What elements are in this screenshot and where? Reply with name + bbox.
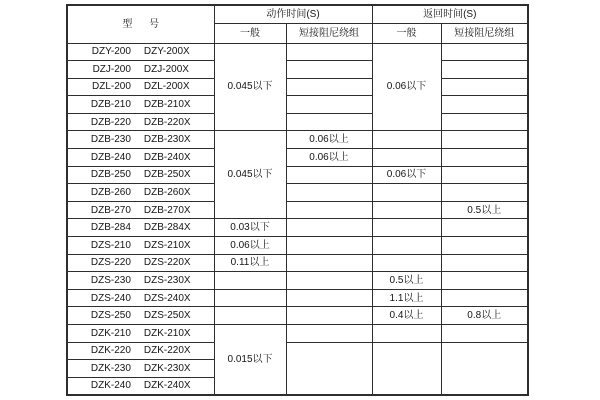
model-label: DZS-240 — [90, 292, 131, 304]
ret-damping-empty-cell — [441, 342, 528, 395]
model-label-x: DZK-230X — [143, 362, 191, 374]
model-label: DZB-260 — [90, 187, 131, 199]
model-cell — [67, 377, 214, 395]
ret-general-empty-cell — [372, 237, 441, 255]
table-row — [67, 325, 528, 343]
act-general-cell: 0.015以下 — [214, 325, 286, 395]
table-row — [67, 289, 528, 307]
ret-general-empty-cell — [372, 149, 441, 167]
ret-damping-empty-cell — [441, 325, 528, 343]
ret-general-empty-cell — [372, 219, 441, 237]
ret-damping-cell: 0.8以上 — [441, 307, 528, 325]
return-general-header: 一般 — [372, 23, 441, 43]
ret-general-cell: 0.5以上 — [372, 272, 441, 290]
ret-damping-empty-cell — [441, 184, 528, 202]
model-label-x: DZB-270X — [143, 204, 191, 216]
ret-damping-empty-cell — [441, 237, 528, 255]
act-damping-cell: 0.06以上 — [286, 131, 372, 149]
act-general-empty-cell — [214, 289, 286, 307]
model-column-header: 型 号 — [67, 5, 214, 43]
model-label-x: DZK-220X — [143, 345, 191, 357]
table-row — [67, 149, 528, 167]
action-general-header: 一般 — [214, 23, 286, 43]
ret-damping-empty-cell — [441, 254, 528, 272]
model-label: DZS-210 — [90, 239, 131, 251]
model-label: DZB-230 — [90, 134, 131, 146]
act-damping-empty-cell — [286, 307, 372, 325]
model-cell — [67, 61, 214, 79]
ret-general-empty-cell — [372, 325, 441, 343]
ret-general-cell: 0.06以下 — [372, 43, 441, 131]
model-cell — [67, 166, 214, 184]
ret-damping-empty-cell — [441, 149, 528, 167]
table-row — [67, 166, 528, 184]
ret-general-cell: 0.4以上 — [372, 307, 441, 325]
model-label: DZS-220 — [90, 257, 131, 269]
model-label: DZB-220 — [90, 116, 131, 128]
model-cell — [67, 201, 214, 219]
model-cell — [67, 131, 214, 149]
model-label-x: DZS-210X — [143, 239, 191, 251]
model-cell — [67, 96, 214, 114]
model-label: DZY-200 — [91, 46, 131, 58]
table-row — [67, 131, 528, 149]
model-cell — [67, 289, 214, 307]
ret-damping-empty-cell — [441, 166, 528, 184]
act-damping-empty-cell — [286, 325, 372, 343]
model-label: DZL-200 — [92, 81, 131, 93]
ret-damping-empty-cell — [441, 219, 528, 237]
act-damping-empty-cell — [286, 237, 372, 255]
model-label-x: DZS-220X — [143, 257, 191, 269]
table-row — [67, 272, 528, 290]
return-time-group-header: 返回时间(S) — [372, 5, 528, 23]
model-label: DZB-240 — [90, 151, 131, 163]
model-cell — [67, 113, 214, 131]
model-cell — [67, 360, 214, 378]
model-cell — [67, 272, 214, 290]
ret-damping-empty-cell — [441, 289, 528, 307]
table-row — [67, 201, 528, 219]
relay-spec-table — [66, 4, 529, 396]
ret-general-empty-cell — [372, 201, 441, 219]
model-label: DZJ-200 — [92, 63, 131, 75]
table-row — [67, 254, 528, 272]
model-label-x: DZK-240X — [143, 380, 191, 392]
model-label: DZK-230 — [90, 362, 131, 374]
model-label: DZB-270 — [90, 204, 131, 216]
model-cell — [67, 342, 214, 360]
model-label: DZK-210 — [90, 327, 131, 339]
act-damping-empty-cell — [286, 61, 372, 79]
table-row — [67, 61, 528, 79]
table-row — [67, 43, 528, 61]
table-row — [67, 78, 528, 96]
act-general-cell: 0.06以上 — [214, 237, 286, 255]
ret-general-cell: 0.06以下 — [372, 166, 441, 184]
model-label: DZS-250 — [90, 310, 131, 322]
model-cell — [67, 43, 214, 61]
act-general-cell: 0.11以上 — [214, 254, 286, 272]
model-cell — [67, 184, 214, 202]
ret-damping-empty-cell — [441, 61, 528, 79]
act-damping-empty-cell — [286, 184, 372, 202]
model-label-x: DZB-220X — [143, 116, 191, 128]
table-row — [67, 113, 528, 131]
model-label-x: DZB-260X — [143, 187, 191, 199]
model-label: DZK-220 — [90, 345, 131, 357]
ret-damping-empty-cell — [441, 96, 528, 114]
model-cell — [67, 149, 214, 167]
act-damping-empty-cell — [286, 254, 372, 272]
ret-damping-empty-cell — [441, 78, 528, 96]
act-damping-empty-cell — [286, 113, 372, 131]
table-row — [67, 184, 528, 202]
model-label-x: DZB-240X — [143, 151, 191, 163]
ret-damping-empty-cell — [441, 272, 528, 290]
act-damping-cell: 0.06以上 — [286, 149, 372, 167]
ret-general-empty-cell — [372, 254, 441, 272]
table-row — [67, 237, 528, 255]
model-label-x: DZJ-200X — [143, 63, 189, 75]
model-label: DZB-250 — [90, 169, 131, 181]
act-damping-empty-cell — [286, 219, 372, 237]
model-cell — [67, 78, 214, 96]
act-damping-empty-cell — [286, 342, 372, 395]
return-damping-header: 短接阻尼绕组 — [441, 23, 528, 43]
model-label-x: DZB-250X — [143, 169, 191, 181]
table-row — [67, 342, 528, 360]
ret-general-empty-cell — [372, 184, 441, 202]
action-damping-header: 短接阻尼绕组 — [286, 23, 372, 43]
model-label-x: DZB-210X — [143, 99, 191, 111]
act-damping-empty-cell — [286, 272, 372, 290]
act-general-cell: 0.045以下 — [214, 131, 286, 219]
model-label-x: DZL-200X — [143, 81, 190, 93]
act-damping-empty-cell — [286, 201, 372, 219]
act-damping-empty-cell — [286, 43, 372, 61]
model-label-x: DZS-250X — [143, 310, 191, 322]
act-general-cell: 0.045以下 — [214, 43, 286, 131]
ret-general-cell: 1.1以上 — [372, 289, 441, 307]
model-label-x: DZS-230X — [143, 275, 191, 287]
model-label: DZB-210 — [90, 99, 131, 111]
table-row — [67, 307, 528, 325]
act-damping-empty-cell — [286, 96, 372, 114]
ret-damping-empty-cell — [441, 113, 528, 131]
model-label-x: DZY-200X — [143, 46, 190, 58]
model-label: DZK-240 — [90, 380, 131, 392]
model-cell — [67, 325, 214, 343]
ret-general-empty-cell — [372, 131, 441, 149]
model-cell — [67, 254, 214, 272]
table-row — [67, 96, 528, 114]
act-general-empty-cell — [214, 307, 286, 325]
act-damping-empty-cell — [286, 166, 372, 184]
model-label: DZB-284 — [90, 222, 131, 234]
model-label-x: DZS-240X — [143, 292, 191, 304]
model-cell — [67, 307, 214, 325]
ret-general-empty-cell — [372, 342, 441, 395]
model-label-x: DZB-230X — [143, 134, 191, 146]
ret-damping-empty-cell — [441, 131, 528, 149]
act-general-empty-cell — [214, 272, 286, 290]
model-cell — [67, 237, 214, 255]
model-label-x: DZK-210X — [143, 327, 191, 339]
ret-damping-cell: 0.5以上 — [441, 201, 528, 219]
model-label-x: DZB-284X — [143, 222, 191, 234]
act-general-cell: 0.03以下 — [214, 219, 286, 237]
ret-damping-empty-cell — [441, 43, 528, 61]
action-time-group-header: 动作时间(S) — [214, 5, 372, 23]
act-damping-empty-cell — [286, 78, 372, 96]
model-label: DZS-230 — [90, 275, 131, 287]
act-damping-empty-cell — [286, 289, 372, 307]
table-row — [67, 219, 528, 237]
model-cell — [67, 219, 214, 237]
